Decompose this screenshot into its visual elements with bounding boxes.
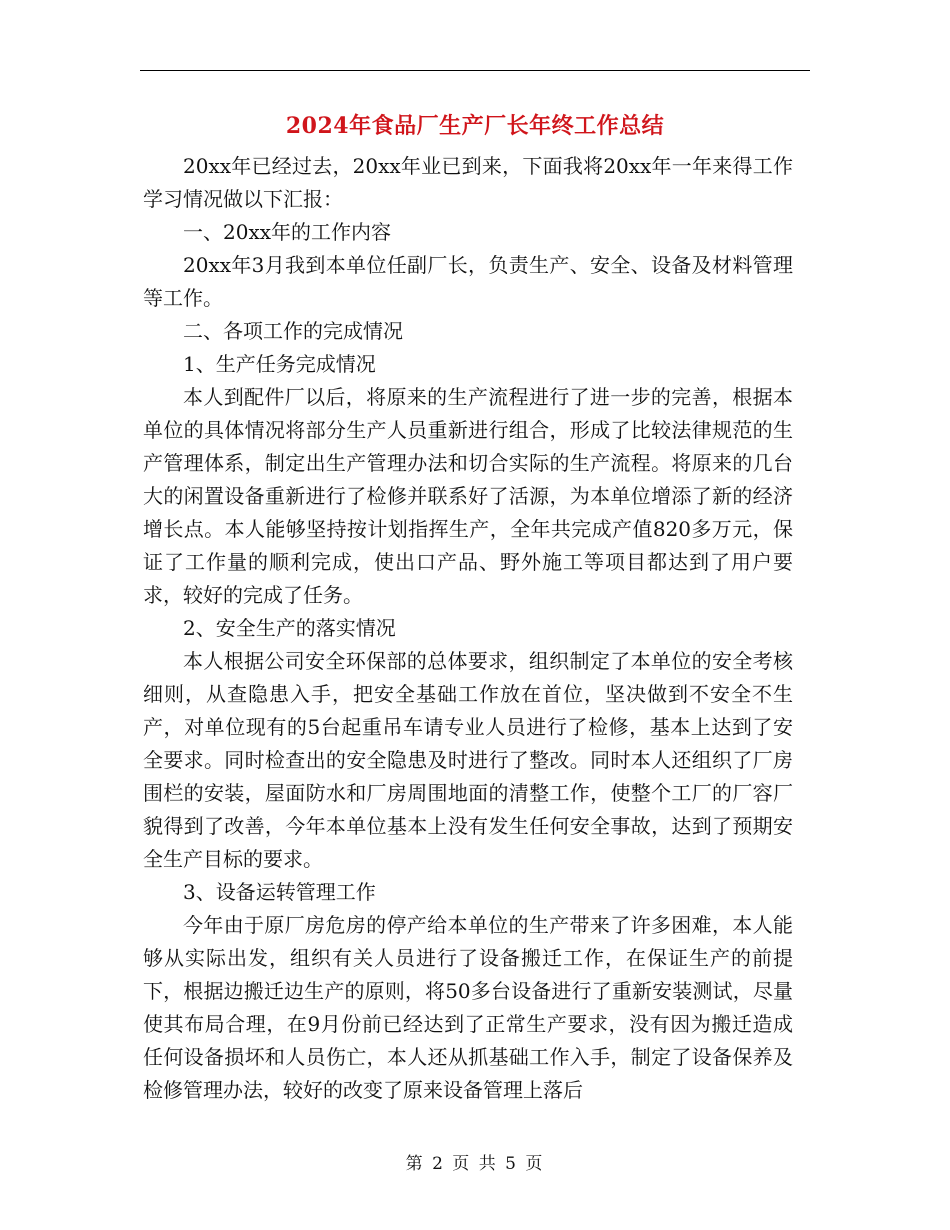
subheading-safety: 2、安全生产的落实情况 — [183, 616, 396, 640]
paragraph-equipment: 今年由于原厂房危房的停产给本单位的生产带来了许多困难，本人能够从实际出发，组织有关人员进行了设备搬迁工作，在保证生产的前提下，根据边搬迁边生产的原则，将50多台设备进行了重新安装测试，尽量使其布局合理，在9月份前已经达到了正常生产要求，没有因为搬迁造成任何设备损坏和人员伤亡，本人还从抓基础工作入手，制定了设备保养及检修管理办法，较好的改变了原来设备管理上落后 — [143, 913, 793, 1102]
heading-completion-status: 二、各项工作的完成情况 — [183, 319, 403, 343]
subheading-equipment: 3、设备运转管理工作 — [183, 880, 376, 904]
document-body — [143, 150, 793, 1107]
page-number-footer: 第 2 页 共 5 页 — [405, 1154, 545, 1174]
subheading-production-tasks: 1、生产任务完成情况 — [183, 352, 376, 376]
header-rule — [140, 70, 810, 71]
paragraph-appointment: 20xx年3月我到本单位任副厂长，负责生产、安全、设备及材料管理等工作。 — [143, 253, 793, 310]
heading-work-content: 一、20xx年的工作内容 — [183, 220, 392, 244]
paragraph-intro: 20xx年已经过去，20xx年业已到来，下面我将20xx年一年来得工作学习情况做以下汇报： — [143, 154, 793, 211]
document-title: 2024年食品厂生产厂长年终工作总结 — [285, 113, 665, 139]
paragraph-safety: 本人根据公司安全环保部的总体要求，组织制定了本单位的安全考核细则，从查隐患入手，把安全基础工作放在首位，坚决做到不安全不生产，对单位现有的5台起重吊车请专业人员进行了检修，基本上达到了安全要求。同时检查出的安全隐患及时进行了整改。同时本人还组织了厂房围栏的安装，屋面防水和厂房周围地面的清整工作，使整个工厂的厂容厂貌得到了改善，今年本单位基本上没有发生任何安全事故，达到了预期安全生产目标的要求。 — [143, 649, 793, 871]
paragraph-production-tasks: 本人到配件厂以后，将原来的生产流程进行了进一步的完善，根据本单位的具体情况将部分生产人员重新进行组合，形成了比较法律规范的生产管理体系，制定出生产管理办法和切合实际的生产流程。将原来的几台大的闲置设备重新进行了检修并联系好了活源，为本单位增添了新的经济增长点。本人能够坚持按计划指挥生产，全年共完成产值820多万元，保证了工作量的顺利完成，使出口产品、野外施工等项目都达到了用户要求，较好的完成了任务。 — [143, 385, 793, 607]
